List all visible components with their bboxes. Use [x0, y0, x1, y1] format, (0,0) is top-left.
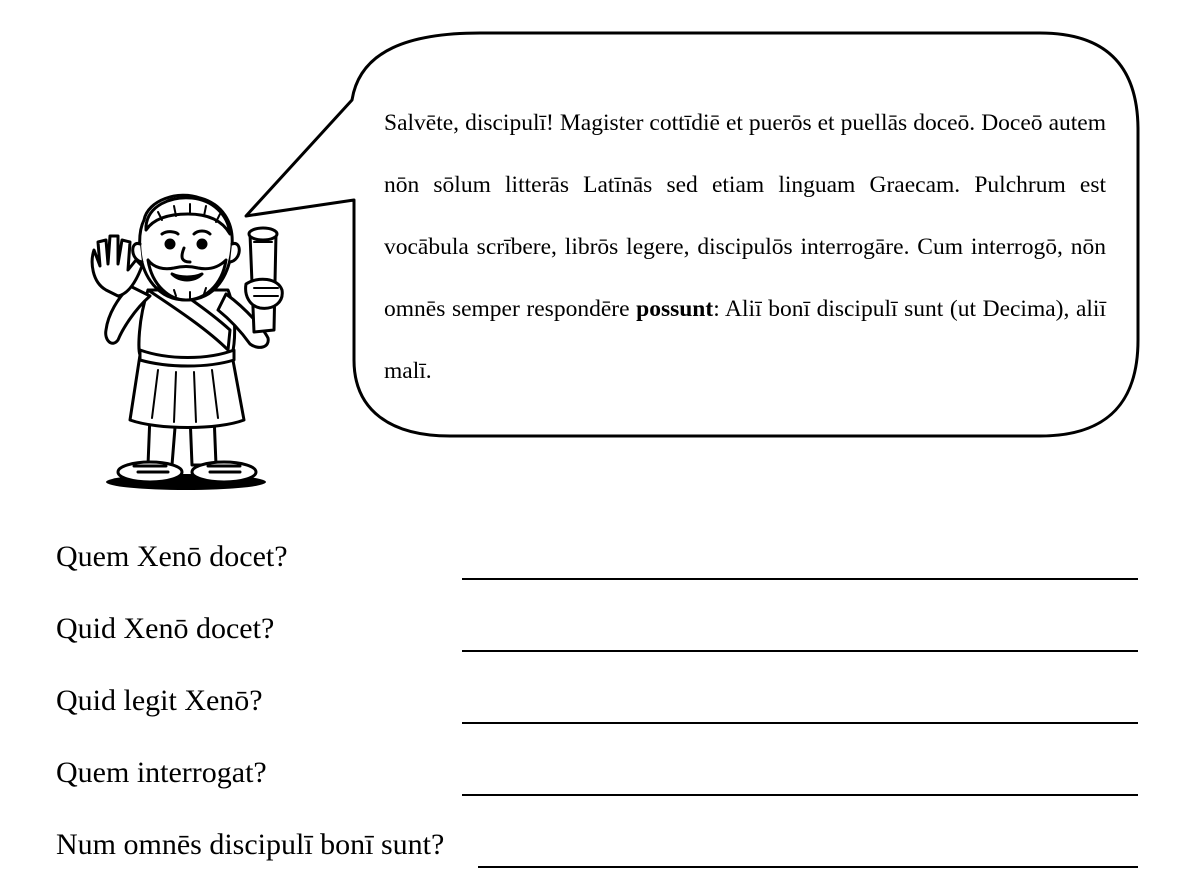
- question-label: Num omnēs discipulī bonī sunt?: [56, 828, 445, 861]
- question-row: [56, 828, 1138, 872]
- answer-line[interactable]: [462, 650, 1138, 652]
- speech-text-end: : Aliī bonī discipulī sunt (ut Decima), aliī malī.: [384, 296, 1106, 384]
- answer-line[interactable]: [462, 578, 1138, 580]
- speech-bold-word: possunt: [636, 296, 714, 322]
- answer-line[interactable]: [478, 866, 1138, 868]
- question-label: Quem Xenō docet?: [56, 540, 288, 573]
- answer-line[interactable]: [462, 722, 1138, 724]
- question-label: Quem interrogat?: [56, 756, 267, 789]
- question-row: [56, 684, 1138, 728]
- question-row: [56, 612, 1138, 656]
- question-label: Quid legit Xenō?: [56, 684, 263, 717]
- question-row: [56, 540, 1138, 584]
- answer-line[interactable]: [462, 794, 1138, 796]
- speech-text-main: Salvēte, discipulī! Magister cottīdiē et puerōs et puellās doceō. Doceō autem nōn sōlum litterās Latīnās sed etiam linguam Graecam. Pulchrum est vocābula scrībere, librōs legere, discipulōs interrogāre. Cum interrogō, nōn omnēs semper respondēre: [384, 110, 1106, 322]
- speech-text: [384, 92, 1106, 402]
- teacher-illustration: [78, 190, 293, 495]
- question-label: Quid Xenō docet?: [56, 612, 275, 645]
- question-row: [56, 756, 1138, 800]
